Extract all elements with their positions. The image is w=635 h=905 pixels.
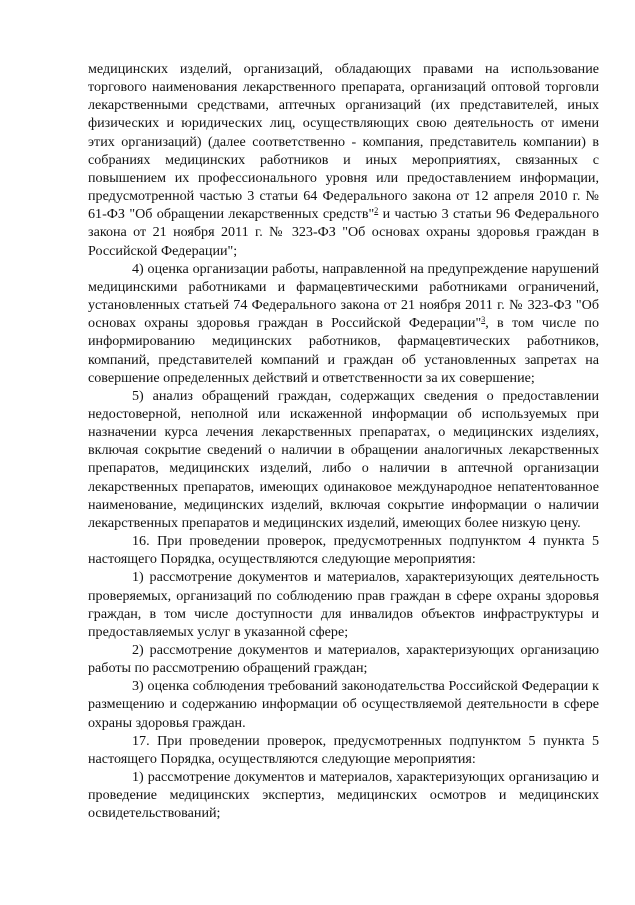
paragraph-text: 5) анализ обращений граждан, содержащих сведения о предоставлении недостоверной, неполной или искаженной информации об используемых при назначении курса лечения лекарственных препаратах, о медицинских изделиях, включая сокрытие сведений о наличии в обращении аналогичных лекарственных препаратов, медицинских изделий, либо о наличии в аптечной организации лекарственных препаратов, имеющих одинаковое международное непатентованное наименование, медицинских изделий, включая сокрытие информации о наличии лекарственных препаратов и медицинских изделий, имеющих более низкую цену. xyxy=(88,387,599,531)
paragraph-3 xyxy=(88,532,599,568)
paragraph-text: 1) рассмотрение документов и материалов, характеризующих деятельность проверяемых, организаций по соблюдению прав граждан в сфере охраны здоровья граждан, в том числе доступности для инвалидов объектов инфраструктуры и предоставляемых услуг в указанной сфере; xyxy=(88,569,599,640)
paragraph-text: , в том числе по информированию медицинских работников, фармацевтических работников, компаний, представителей компаний и граждан об установленных запретах на совершение определенных действий и ответственности за их совершение; xyxy=(88,315,599,386)
footnote-ref: 2 xyxy=(374,206,379,216)
paragraph-text: 17. При проведении проверок, предусмотренных подпунктом 5 пункта 5 настоящего Порядка, осуществляются следующие мероприятия: xyxy=(88,732,599,767)
paragraph-0 xyxy=(88,60,599,260)
paragraph-1 xyxy=(88,260,599,387)
paragraph-2 xyxy=(88,387,599,532)
paragraph-4 xyxy=(88,568,599,641)
footnote-ref: 3 xyxy=(481,315,486,325)
paragraph-text: 2) рассмотрение документов и материалов, характеризующих организацию работы по рассмотрению обращений граждан; xyxy=(88,642,599,677)
paragraph-8 xyxy=(88,768,599,822)
document-body xyxy=(88,60,599,823)
paragraph-text: 3) оценка соблюдения требований законодательства Российской Федерации к размещению и содержанию информации об осуществляемой деятельности в сфере охраны здоровья граждан. xyxy=(88,678,599,731)
paragraph-text: 1) рассмотрение документов и материалов, характеризующих организацию и проведение медицинских экспертиз, медицинских осмотров и медицинских освидетельствований; xyxy=(88,769,599,822)
paragraph-6 xyxy=(88,677,599,731)
paragraph-text: 4) оценка организации работы, направленной на предупреждение нарушений медицинскими работниками и фармацевтическими работниками ограничений, установленных статьей 74 Федерального закона от 21 ноября 2011 г. № 323-ФЗ "Об основах охраны здоровья граждан в Российской Федерации" xyxy=(88,260,599,332)
paragraph-text: медицинских изделий, организаций, обладающих правами на использование торгового наименования лекарственного препарата, организаций оптовой торговли лекарственными средствами, аптечных организаций (их представителей, иных физических и юридических лиц, осуществляющих свою деятельность от имени этих организаций) (далее соответственно - компания, представитель компании) в собраниях медицинских работников и иных мероприятиях, связанных с повышением их профессионального уровня или предоставлением информации, предусмотренной частью 3 статьи 64 Федерального закона от 12 апреля 2010 г. № 61-ФЗ "Об обращении лекарственных средств" xyxy=(88,61,599,223)
paragraph-7 xyxy=(88,732,599,768)
paragraph-text: 16. При проведении проверок, предусмотренных подпунктом 4 пункта 5 настоящего Порядка, осуществляются следующие мероприятия: xyxy=(88,533,599,568)
paragraph-5 xyxy=(88,641,599,677)
paragraph-text: и частью 3 статьи 96 Федерального закона от 21 ноября 2011 г. № 323-ФЗ "Об основах охраны здоровья граждан в Российской Федерации"; xyxy=(88,206,599,259)
